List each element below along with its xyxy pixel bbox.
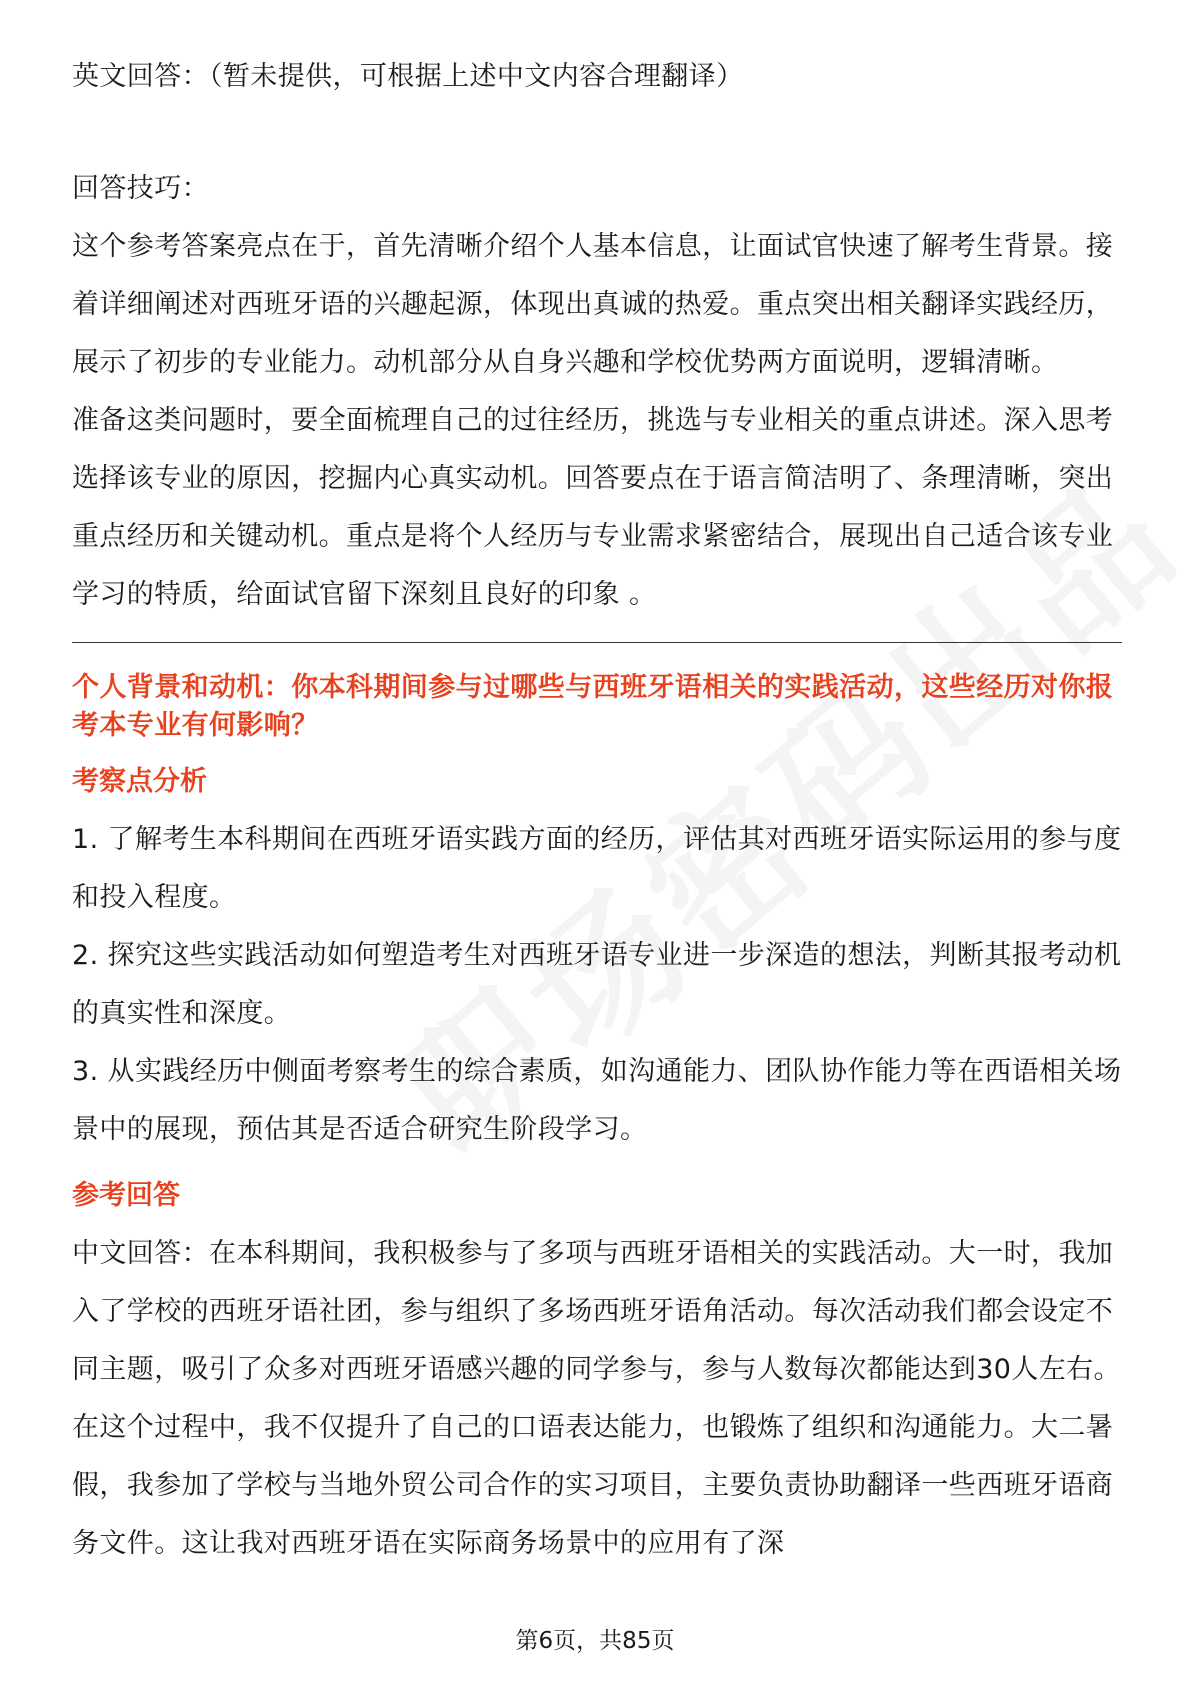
tips-paragraph-1: 这个参考答案亮点在于，首先清晰介绍个人基本信息，让面试官快速了解考生背景。接着详细阐述对西班牙语的兴趣起源，体现出真诚的热爱。重点突出相关翻译实践经历，展示了初步的专业能力。动机部分从自身兴趣和学校优势两方面说明，逻辑清晰。 [72, 231, 1114, 378]
analysis-item-2: 2. 探究这些实践活动如何塑造考生对西班牙语专业进一步深造的想法，判断其报考动机的真实性和深度。 [72, 940, 1122, 1029]
analysis-item-3: 3. 从实践经历中侧面考察考生的综合素质，如沟通能力、团队协作能力等在西语相关场景中的展现，预估其是否适合研究生阶段学习。 [72, 1056, 1122, 1145]
english-answer: 英文回答：（暂未提供，可根据上述中文内容合理翻译） [72, 61, 744, 92]
chinese-answer: 中文回答：在本科期间，我积极参与了多项与西班牙语相关的实践活动。大一时，我加入了学校的西班牙语社团，参与组织了多场西班牙语角活动。每次活动我们都会设定不同主题，吸引了众多对西班牙语感兴趣的同学参与，参与人数每次都能达到30人左右。在这个过程中，我不仅提升了自己的口语表达能力，也锻炼了组织和沟通能力。大二暑假，我参加了学校与当地外贸公司合作的实习项目，主要负责协助翻译一些西班牙语商务文件。这让我对西班牙语在实际商务场景中的应用有了深 [72, 1238, 1121, 1559]
spacer [72, 106, 1122, 160]
page-number-footer: 第6页，共85页 [515, 1628, 675, 1654]
question-heading: 个人背景和动机：你本科期间参与过哪些与西班牙语相关的实践活动，这些经历对你报考本专业有何影响？ [72, 672, 1114, 741]
section-divider [72, 642, 1122, 643]
spacer [72, 1159, 1122, 1167]
reference-title: 参考回答 [72, 1180, 180, 1211]
tips-label: 回答技巧： [72, 173, 209, 204]
analysis-title: 考察点分析 [72, 766, 207, 797]
page-content [72, 48, 1122, 1573]
analysis-item-1: 1. 了解考生本科期间在西班牙语实践方面的经历，评估其对西班牙语实际运用的参与度和投入程度。 [72, 824, 1122, 913]
tips-paragraph-2: 准备这类问题时，要全面梳理自己的过往经历，挑选与专业相关的重点讲述。深入思考选择该专业的原因，挖掘内心真实动机。回答要点在于语言简洁明了、条理清晰，突出重点经历和关键动机。重点是将个人经历与专业需求紧密结合，展现出自己适合该专业学习的特质，给面试官留下深刻且良好的印象 。 [72, 405, 1114, 610]
spacer [72, 745, 1122, 753]
